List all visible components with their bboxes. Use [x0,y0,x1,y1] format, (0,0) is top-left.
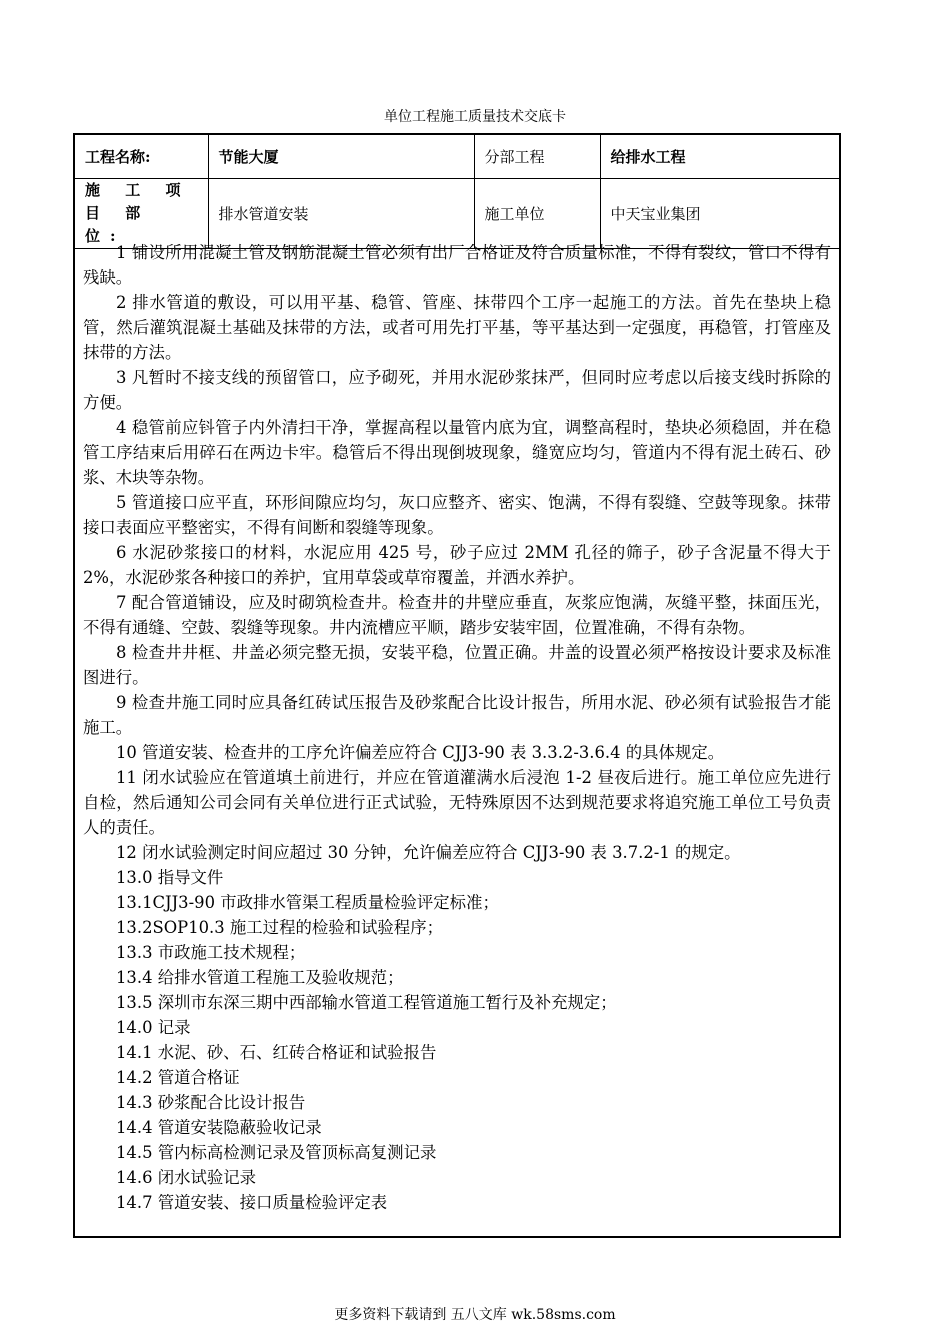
project-name-value: 节能大厦 [208,135,474,179]
footer-link[interactable]: 更多资料下载请到 五八文库 wk.58sms.com [334,1307,616,1323]
list-item: 13.0 指导文件 [116,868,224,887]
list-item: 14.4 管道安装隐蔽验收记录 [116,1118,322,1137]
unit-label: 施工单位 [474,179,600,249]
paragraph: 7 配合管道铺设，应及时砌筑检查井。检查井的井壁应垂直，灰浆应饱满，灰缝平整，抹面压光，不得有通缝、空鼓、裂缝等现象。井内流槽应平顺，踏步安装牢固，位置准确，不得有杂物。 [83,593,831,637]
division-label: 分部工程 [474,135,600,179]
project-name-label: 工程名称: [75,135,208,179]
paragraph: 6 水泥砂浆接口的材料，水泥应用 425 号，砂子应过 2MM 孔径的筛子，砂子含泥量不得大于 2%，水泥砂浆各种接口的养护，宜用草袋或草帘覆盖，并洒水养护。 [83,543,831,587]
handover-card [73,133,841,1238]
paragraph: 10 管道安装、检查井的工序允许偏差应符合 CJJ3-90 表 3.3.2-3.6.4 的具体规定。 [116,743,725,762]
item-label: 施 工 项 目 部 位: [75,179,208,249]
list-item: 13.3 市政施工技术规程； [116,943,306,962]
paragraph: 8 检查井井框、井盖必须完整无损，安装平稳，位置正确。井盖的设置必须严格按设计要求及标准图进行。 [83,643,831,687]
list-item: 13.2SOP10.3 施工过程的检验和试验程序； [116,918,443,937]
list-item: 14.6 闭水试验记录 [116,1168,257,1187]
paragraph: 1 铺设所用混凝土管及钢筋混凝土管必须有出厂合格证及符合质量标准，不得有裂纹，管口不得有残缺。 [83,243,831,287]
paragraph: 4 稳管前应钭管子内外清扫干净，掌握高程以量管内底为宜，调整高程时，垫块必须稳固，并在稳管工序结束后用碎石在两边卡牢。稳管后不得出现倒坡现象，缝宽应均匀，管道内不得有泥土砖石、砂浆、木块等杂物。 [83,418,831,487]
paragraph: 12 闭水试验测定时间应超过 30 分钟，允许偏差应符合 CJJ3-90 表 3.7.2-1 的规定。 [116,843,741,862]
paragraph: 11 闭水试验应在管道填土前进行，并应在管道灌满水后浸泡 1-2 昼夜后进行。施工单位应先进行自检，然后通知公司会同有关单位进行正式试验，无特殊原因不达到规范要求将追究施工单位工号负责人的责任。 [83,768,831,837]
paragraph: 9 检查井施工同时应具备红砖试压报告及砂浆配合比设计报告，所用水泥、砂必须有试验报告才能施工。 [83,693,831,737]
paragraph: 5 管道接口应平直，环形间隙应均匀，灰口应整齐、密实、饱满，不得有裂缝、空鼓等现象。抹带接口表面应平整密实，不得有间断和裂缝等现象。 [83,493,831,537]
list-item: 14.2 管道合格证 [116,1068,240,1087]
list-item: 14.1 水泥、砂、石、红砖合格证和试验报告 [116,1043,437,1062]
content-body [75,238,839,1215]
list-item: 13.4 给排水管道工程施工及验收规范； [116,968,404,987]
paragraph: 2 排水管道的敷设，可以用平基、稳管、管座、抹带四个工序一起施工的方法。首先在垫块上稳管，然后灌筑混凝土基础及抹带的方法，或者可用先打平基，等平基达到一定强度，再稳管，打管座及抹带的方法。 [83,293,831,362]
header-table [75,135,839,249]
paragraph: 3 凡暂时不接支线的预留管口，应予砌死，并用水泥砂浆抹严，但同时应考虑以后接支线时拆除的方便。 [83,368,831,412]
list-item: 14.0 记录 [116,1018,191,1037]
item-value: 排水管道安装 [208,179,474,249]
document-title: 单位工程施工质量技术交底卡 [384,109,566,125]
list-item: 13.5 深圳市东深三期中西部输水管道工程管道施工暂行及补充规定； [116,993,617,1012]
division-value: 给排水工程 [600,135,839,179]
list-item: 13.1CJJ3-90 市政排水管渠工程质量检验评定标准； [116,893,499,912]
list-item: 14.3 砂浆配合比设计报告 [116,1093,306,1112]
list-item: 14.7 管道安装、接口质量检验评定表 [116,1193,388,1212]
unit-value: 中天宝业集团 [600,179,839,249]
list-item: 14.5 管内标高检测记录及管顶标高复测记录 [116,1143,437,1162]
